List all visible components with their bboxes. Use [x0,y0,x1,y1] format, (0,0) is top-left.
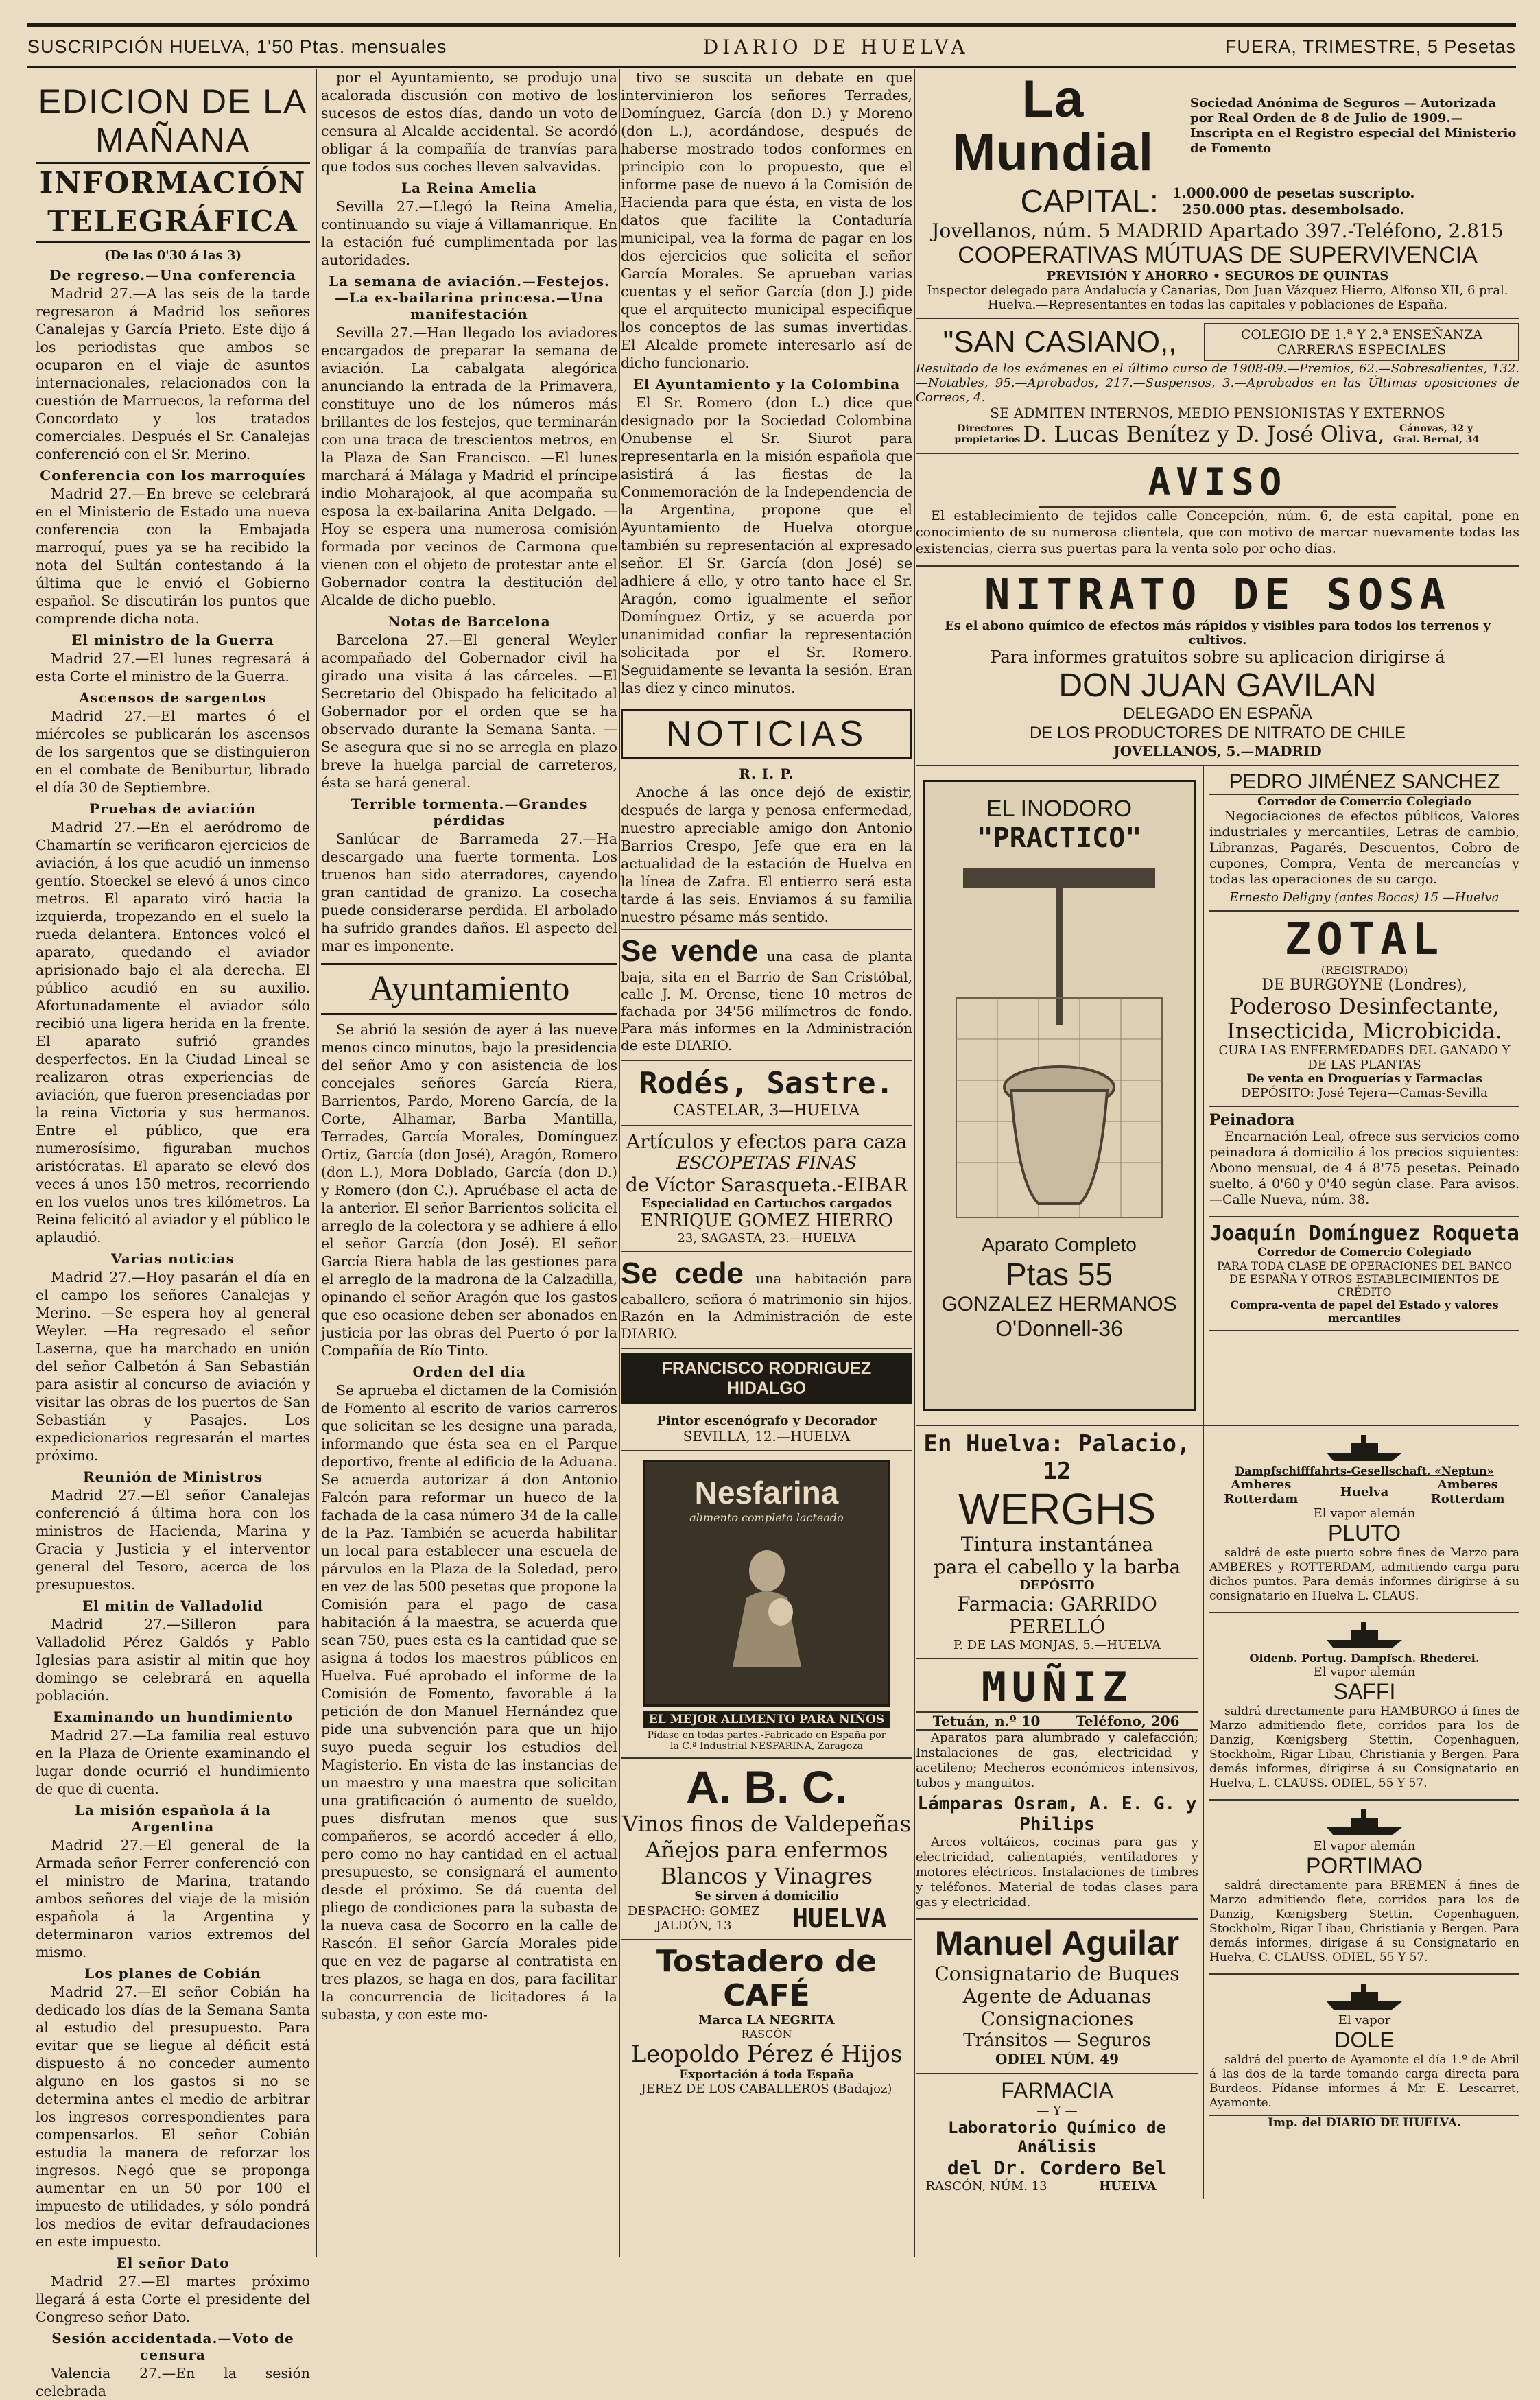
column-rule [316,69,317,2257]
nitrato-line: Para informes gratuitos sobre su aplicacion dirigirse á [990,647,1445,667]
cafe-line: JEREZ DE LOS CABALLEROS (Badajoz) [641,2082,892,2096]
inodoro-box [923,780,1196,1411]
escopetas-line: ESCOPETAS FINAS [676,1153,857,1174]
hidalgo-heading: FRANCISCO RODRIGUEZ HIDALGO [621,1353,912,1404]
news-heading: La Reina Amelia [401,180,537,196]
cafe-line: RASCÓN [741,2028,792,2041]
news-list [36,267,310,2400]
joaquin-line: Compra-venta de papel del Estado y valores mercantiles [1230,1298,1499,1324]
ad-nesfarina [621,1451,912,1759]
aguilar-line: ODIEL NÚM. 49 [995,2051,1119,2067]
zotal-line: DE BURGOYNE (Londres), [1261,977,1467,994]
ad-inodoro [916,766,1204,1425]
muniz-phone: Teléfono, 206 [1076,1713,1180,1729]
ad-nitrato [916,567,1519,766]
portimao-text: saldrá directamente para BREMEN á fines de Marzo admitiendo flete, corridos para los de Danzig, Kœnigsberg Stettin, Copenhaguen, Stockholm, Rigar Libau, Christiania y Bergen. Para demás informes, dirígase á su Consignatario en Huelva, C. CLAUSS. ODIEL, 55 Y 57. [1209,1879,1519,1964]
farmacia-line: Laboratorio Químico de Análisis [948,2118,1166,2157]
rip-text: Anoche á las once dejó de existir, después de larga y penosa enfermedad, nuestro apreciable amigo don Antonio Barrios Crespo, Jefe que era en la actualidad de la estación de Huelva en la línea de Zafra. El entierro será esta tarde á las seis. Enviamos á su familia nuestro pésame más sentido. [621,784,912,925]
muniz-lamps: Lámparas Osram, A. E. G. y Philips [917,1794,1197,1835]
ad-se-vende [621,929,912,1061]
ad-dole [1209,1975,1519,2135]
cafe-line: Leopoldo Pérez é Hijos [630,2041,903,2068]
abc-line: Añejos para enfermos [645,1837,888,1863]
muniz-line: Aparatos para alumbrado y calefacción; Instalaciones de gas, electricidad y acetileno; Mecheros económicos intensivos, tubos y manguitos. [916,1731,1198,1790]
directors-names: D. Lucas Benítez y D. José Oliva, [1023,421,1385,447]
hours-note: (De las 0'30 á las 3) [104,248,241,263]
column-rule [619,69,620,2257]
column-advertisements [916,69,1519,2264]
capital-paid: 250.000 ptas. desembolsado. [1182,201,1405,217]
mundial-inspector: Inspector delegado para Andalucía y Canarias, Don Juan Vázquez Hierro, Alfonso XII, 6 pral. Huelva.—Representantes en todas las capitales y poblaciones de España. [927,283,1508,312]
ad-escopetas [621,1126,912,1252]
nesfarina-subtitle: alimento completo lacteado [689,1511,844,1524]
ad-neptun [1209,1426,1519,1613]
news-heading: Examinando un hundimiento [52,1709,294,1725]
pedro-services: Negociaciones de efectos públicos, Valores industriales y mercantiles, Letras de cambio, Libranzas, Pagarés, Descuentos, Cobro de cupones, Compra, Venta de mercancías y todas las operaciones de su cargo. [1209,809,1519,887]
news-text: Sevilla 27.—Llegó la Reina Amelia, continuando su viaje á Villamanrique. En la estación fué cumplimentada por las autoridades. [321,198,617,268]
news-list [621,69,912,697]
edition-title: EDICION DE LA MAÑANA [38,82,308,159]
se-cede-text: una habitación para caballero, señora ó matrimonio sin hijos. Razón en la Administración de este DIARIO. [621,1270,912,1342]
hidalgo-line: Pintor escenógrafo y Decorador [656,1414,877,1428]
se-vende-text: una casa de planta baja, sita en el Barrio de San Cristóbal, calle J. M. Orense, tiene 10 metros de fachada por 34'56 milímetros de fondo. Para más informes en la Administración de este DIARIO. [621,948,912,1054]
news-text: Madrid 27.—El lunes regresará á esta Corte el ministro de la Guerra. [36,650,310,685]
news-text: Madrid 27.—La familia real estuvo en la Plaza de Oriente examinando el lugar donde ocurrió el hundimiento de que di cuenta. [36,1727,310,1797]
news-text: tivo se suscita un debate en que intervinieron los señores Terrades, Domínguez, García (don D.) y Moreno (don L.), acordándose, después de haberse mostrado todos conformes en principio con lo propuesto, que el informe pase de nuevo á la Comisión de Hacienda para que ésta, en vista de los datos que facilite la Contaduría municipal, vea la forma de pagar en los dos ejercicios que solicita el señor García Morales. Se aprueban varias cuentas y el señor García (don J.) pide que el arquitecto municipal especifique los conceptos de las sumas invertidas. El Alcalde promete interesarlo así de dicho funcionario. [621,69,912,371]
ad-portimao [1209,1801,1519,1975]
steamship-icon [1209,1805,1519,1839]
farmacia-heading: FARMACIA [1001,2078,1113,2103]
inodoro-name: "PRACTICO" [976,822,1142,854]
news-heading: Los planes de Cobián [84,1965,261,1982]
ad-hidalgo [621,1349,912,1451]
escopetas-line: 23, SAGASTA, 23.—HUELVA [677,1231,856,1246]
news-heading: Sesión accidentada.—Voto de censura [51,2330,294,2363]
ad-peinadora [1209,1107,1519,1217]
portimao-line: El vapor alemán [1313,1839,1416,1853]
column-rule [914,69,915,2257]
san-casiano-school: COLEGIO DE 1.ª Y 2.ª ENSEÑANZA CARRERAS ESPECIALES [1204,323,1519,361]
news-text: Sanlúcar de Barrameda 27.—Ha descargado una fuerte tormenta. Los truenos han sido aterradores, cayendo gran cantidad de granizo. La cosecha puede considerarse perdida. El arbolado ha sufrido grandes daños. El aspecto del mar es imponente. [321,831,617,954]
mother-child-illustration [698,1530,836,1667]
column-notices [621,69,912,2264]
news-text: Madrid 27.—Hoy pasarán el día en el campo los señores Canalejas y Merino. —Se espera hoy al general Weyler. —Ha regresado el señor Laserna, que ha marchado en unión del señor Calbetón á San Sebastián para asistir al concurso de aviación y visitar las obras de los puertos de San Sebastián y Pasajes. Los expedicionarios regresarán el martes próximo. [36,1269,310,1464]
news-text: El Sr. Romero (don L.) dice que designado por la Sociedad Colombina Onubense el Sr. Siurot para representarla en la misión española que asistirá á las fiestas de la Conmemoración de la Independencia de la Argentina, propone que el Ayuntamiento de Huelva otorgue también su representación al expresado señor. El Sr. García (don José) se adhiere á ello, y otro tanto hace el Sr. Aragón, como igualmente el señor Domínguez Ortiz, y se acuerda por unanimidad confiar la representación solicitada por el Sr. Romero. Seguidamente se levanta la sesión. Eran las diez y cinco minutos. [621,394,912,696]
abc-city: HUELVA [792,1903,887,1934]
news-text: Madrid 27.—El señor Canalejas conferenció á última hora con los ministros de Hacienda, Marina y Gracia y Justicia y el interventor general del Tesoro, acerca de los presupuestos. [36,1487,310,1593]
zotal-line: CURA LAS ENFERMEDADES DEL GANADO Y DE LAS PLANTAS [1218,1043,1511,1072]
joaquin-line: PARA TODA CLASE DE OPERACIONES DEL BANCO DE ESPAÑA Y OTROS ESTABLECIMIENTOS DE CRÉDITO [1217,1259,1512,1298]
san-casiano-results: Resultado de los exámenes en el último curso de 1908-09.—Premios, 62.—Sobresalientes, 132.—Notables, 95.—Aprobados, 217.—Suspensos, 3.—Aprobados en las Últimas oposiciones de Correos, 4. [916,361,1519,405]
capital-row [916,182,1519,219]
nesfarina-best: EL MEJOR ALIMENTO PARA NIÑOS [643,1711,890,1728]
shipping-ads [1204,1426,1519,2199]
ad-san-casiano [916,319,1519,454]
aguilar-line: Consignatario de Buques [934,1962,1180,1985]
news-text: por el Ayuntamiento, se produjo una acalorada discusión con motivo de los sucesos de estos días, dando un voto de censura al Alcalde accidental. Se acordó obligar á la compañía de tranvías para que todos sus coches lleven salvavidas. [321,69,617,175]
news-heading: Notas de Barcelona [388,613,551,630]
cafe-line: Marca LA NEGRITA [698,2013,835,2028]
nitrato-line: DELEGADO EN ESPAÑA [1123,704,1312,723]
ad-saffi [1209,1613,1519,1801]
news-text: Madrid 27.—El señor Cobián ha dedicado los días de la Semana Santa al estudio del presupuesto. Para evitar que se liegue al déficit está dispuesto á no conceder aumento alguno en los gastos si no se determina antes el medio de arbitrar los ingresos correspondientes para compensarlos. El señor Cobián estudia la manera de reforzar los ingresos. Negó que se proponga aumentar en un 50 por 100 el impuesto de utilidades, y sólo pondrá los medios de evitar defraudaciones en este impuesto. [36,1984,310,2250]
se-vende-heading: Se vende [621,934,759,968]
saffi-line: El vapor alemán [1313,1665,1416,1679]
zotal-line: Poderoso Desinfectante, Insecticida, Microbicida. [1227,993,1502,1044]
column-telegraphic [36,69,310,2399]
news-heading: La misión española á la Argentina [74,1802,272,1835]
middle-ads-row [916,766,1519,1426]
aviso-text: El establecimiento de tejidos calle Concepción, núm. 6, de esta capital, pone en conocimiento de su numerosa clientela, que con motivo de marcar nuevamente todas las existencias, cierra sus puertas para la venta solo por ocho días. [916,508,1519,556]
nitrato-line: DON JUAN GAVILAN [1058,667,1377,704]
news-heading: El mitin de Valladolid [82,1597,263,1614]
aguilar-heading: Manuel Aguilar [934,1924,1180,1962]
ayuntamiento-title: Ayuntamiento [321,963,617,1015]
werghs-line: DEPÓSITO [1019,1578,1095,1593]
mundial-prevision: PREVISIÓN Y AHORRO • SEGUROS DE QUINTAS [1046,269,1389,283]
news-heading: Varias noticias [111,1250,235,1267]
mundial-title: La Mundial [951,70,1154,182]
muniz-contact-row [916,1711,1198,1731]
joaquin-line: Corredor de Comercio Colegiado [1257,1246,1471,1259]
masthead [27,23,1516,68]
news-text: Madrid 27.—En el aeródromo de Chamartín se verificaron ejercicios de aviación, á los que acudió un inmenso gentío. Stoeckel se elevó á unos cinco metros. El aparato viró hacia la izquierda, tropezando en el suelo la rueda delantera. Entonces volcó el aparato, quedando el aviador aprisionado bajo el ala derecha. El público acudió en su auxilio. Afortunadamente el aviador sólo recibió una ligera herida en la frente. El aparato sufrió grandes desperfectos. En la Ciudad Lineal se realizaron otras experiencias de aviación, que fueron presenciadas por la reina Victoria y sus hermanos. Entre el público, que era numerosísimo, figuraban muchos aristócratas. El aparato se elevó dos veces á unos 150 metros, recorriendo en los vuelos unos tres kilómetros. La Reina felicitó al aviador y el público le aplaudió. [36,819,310,1246]
inodoro-title: EL INODORO [986,796,1133,822]
capital-subscribed: 1.000.000 de pesetas suscripto. [1172,185,1415,201]
joaquin-heading: Joaquín Domínguez Roqueta [1209,1222,1519,1246]
news-text: Madrid 27.—Silleron para Valladolid Pérez Galdós y Pablo Iglesias para asistir al mitin que hoy domingo se celebrará en aquella población. [36,1616,310,1704]
rip-heading: R. I. P. [739,765,794,782]
toilet-illustration [936,861,1183,1231]
directors-label: Directores propietarios [954,423,1021,445]
werghs-line: para el cabello y la barba [933,1556,1181,1578]
news-heading: El Ayuntamiento y la Colombina [632,376,901,392]
neptun-line: El vapor alemán [1313,1506,1416,1521]
abc-bottom-row [621,1903,912,1934]
werghs-line: P. DE LAS MONJAS, 5.—HUELVA [953,1638,1161,1652]
news-text: Madrid 27.—El martes próximo llegará á esta Corte el presidente del Congreso señor Dato. [36,2273,310,2325]
news-heading: El ministro de la Guerra [71,632,274,648]
pedro-address: Ernesto Deligny (antes Bocas) 15 —Huelva [1229,890,1500,905]
pedro-heading: PEDRO JIMÉNEZ SANCHEZ [1209,770,1519,795]
abc-heading: A. B. C. [686,1761,847,1812]
news-text: Valencia 27.—En la sesión celebrada [36,2365,310,2399]
nitrato-line: DE LOS PRODUCTORES DE NITRATO DE CHILE [1029,724,1406,742]
mundial-address: Jovellanos, núm. 5 MADRID Apartado 397.-Teléfono, 2.815 [932,219,1504,242]
cafe-line: Exportación á toda España [679,2068,854,2082]
san-casiano-title: "SAN CASIANO,, [943,325,1177,359]
neptun-text: saldrá de este puerto sobre fines de Marzo para AMBERES y ROTTERDAM, admitiendo carga para dichos puntos. Para demás informes dirigirse á su consignatario en Huelva L. CLAUS. [1209,1546,1519,1603]
ad-cafe [621,1940,912,2102]
san-casiano-admission: SE ADMITEN INTERNOS, MEDIO PENSIONISTAS Y EXTERNOS [990,405,1445,421]
news-text: Sevilla 27.—Han llegado los aviadores encargados de preparar la semana de aviación. La cabalgata alegórica anunciando la entrada de la Primavera, constituye uno de los números más brillantes de los festejos, que terminarán con una traca de trescientos metros, en la Plaza de San Francisco. —El lunes marchará á Málaga y Madrid el príncipe indio Moharajook, al que acompaña su esposa la ex-bailarina Anita Delgado. —Hoy se espera una numerosa comisión formada por vecinos de Carmona que vienen con el objeto de protestar ante el Gobernador contra la destitución del Alcalde de dicho pueblo. [321,324,617,608]
news-text: Madrid 27.—A las seis de la tarde regresaron á Madrid los señores Canalejas y García Prieto. Este dijo á los periodistas que ambos se ocuparon en el viaje de asuntos internacionales, relacionados con la cuestión de Marruecos, la reforma del Concordato y los tratados comerciales. Después el Sr. Canalejas conferenció con el Sr. Merino. [36,285,310,462]
se-cede-heading: Se cede [621,1257,744,1290]
werghs-location: En Huelva: Palacio, 12 [923,1430,1191,1485]
cafe-heading: Tostadero de CAFÉ [656,1944,877,2013]
news-heading: Terrible tormenta.—Grandes pérdidas [351,796,588,829]
escopetas-line: Artículos y efectos para caza [626,1130,908,1153]
ad-muniz [916,1659,1198,1920]
news-list [321,69,617,955]
ad-se-cede [621,1252,912,1349]
farmacia-address-row [916,2179,1198,2194]
neptun-route-middle: Huelva [1340,1484,1389,1499]
muniz-address: Tetuán, n.º 10 [932,1713,1041,1729]
zotal-heading: ZOTAL [1284,914,1445,965]
bottom-left-ads [916,1426,1204,2199]
neptun-heading: Dampfschifffahrts-Gesellschaft. «Neptun» [1235,1464,1494,1477]
neptun-ship-name: PLUTO [1327,1521,1401,1545]
werghs-heading: WERGHS [958,1484,1156,1534]
ad-farmacia [916,2074,1198,2199]
capital-values [1172,185,1415,217]
middle-right-ads [1204,766,1519,1425]
neptun-route-left: Amberes Rotterdam [1224,1477,1299,1506]
farmacia-line: del Dr. Cordero Bel [947,2157,1168,2179]
neptun-route-right: Amberes Rotterdam [1430,1477,1505,1506]
steamship-icon [1209,1979,1519,2013]
news-heading: La semana de aviación.—Festejos. —La ex-bailarina princesa.—Una manifestación [329,273,610,322]
nitrato-line: JOVELLANOS, 5.—MADRID [1113,743,1322,759]
noticias-title: NOTICIAS [621,709,912,759]
zotal-line: De venta en Droguerías y Farmacias [1246,1072,1482,1086]
aguilar-line: Agente de Aduanas [962,1985,1152,2008]
news-heading: Ascensos de sargentos [79,689,267,706]
dole-line: El vapor [1338,2013,1391,2028]
peinadora-heading: Peinadora [1209,1111,1295,1129]
mundial-coop: COOPERATIVAS MÚTUAS DE SUPERVIVENCIA [958,242,1478,268]
pedro-line: Corredor de Comercio Colegiado [1257,795,1471,809]
steamship-icon [1209,1430,1519,1464]
mundial-header [916,70,1519,182]
mundial-subtitle: Sociedad Anónima de Seguros — Autorizada por Real Orden de 8 de Julio de 1909.—Inscripta en el Registro especial del Ministerio de Fomento [1190,96,1517,156]
san-casiano-header [916,323,1519,361]
muniz-heading: MUÑIZ [981,1663,1133,1711]
news-heading: Reunión de Ministros [82,1469,263,1485]
ad-rodes [621,1061,912,1126]
hidalgo-line: SEVILLA, 12.—HUELVA [683,1428,851,1445]
neptun-route [1209,1477,1519,1506]
inodoro-price: Ptas 55 [1006,1257,1113,1292]
inodoro-seller: GONZALEZ HERMANOS [941,1293,1177,1316]
rodes-address: CASTELAR, 3—HUELVA [673,1102,860,1119]
aguilar-line: Consignaciones [980,2008,1134,2030]
abc-line: Se sirven á domicilio [694,1889,839,1903]
escopetas-line: Especialidad en Cartuchos cargados [641,1196,892,1211]
dole-text: saldrá del puerto de Ayamonte el día 1.º de Abril á las dos de la tarde tomando carga directa para Burdeos. Pídanse informes á Mr. E. Lescarret, Ayamonte. [1209,2053,1519,2110]
nesfarina-box [643,1460,890,1707]
abc-line: Vinos finos de Valdepeñas [621,1811,912,1837]
portimao-ship-name: PORTIMAO [1305,1853,1423,1878]
capital-label: CAPITAL: [1020,183,1159,219]
ad-werghs [916,1426,1198,1659]
escopetas-line: de Víctor Sarasqueta.-EIBAR [625,1174,908,1196]
ayuntamiento-list [321,1021,617,2023]
subscription-local: SUSCRIPCIÓN HUELVA, 1'50 Ptas. mensuales [27,36,447,57]
werghs-line: Tintura instantánea [960,1533,1154,1556]
zotal-line: (REGISTRADO) [1320,964,1408,977]
inodoro-complete: Aparato Completo [982,1234,1137,1255]
ad-aviso [916,454,1519,567]
ad-abc [621,1759,912,1940]
saffi-heading: Oldenb. Portug. Dampfsch. Rhederei. [1249,1652,1480,1665]
farmacia-city: HUELVA [1099,2179,1157,2194]
nesfarina-footer: Pídase en todas partes.-Fabricado en España por la C.ª Industrial NESFARINA, Zaragoza [647,1730,886,1752]
inodoro-address: O'Donnell-36 [995,1316,1123,1341]
section-title: INFORMACIÓN TELEGRÁFICA [36,162,310,243]
news-text: Se abrió la sesión de ayer á las nueve menos cinco minutos, bajo la presidencia del señor Amo y con asistencia de los concejales señores García Riera, Barrientos, Pardo, Moreno García, de la Corte, Alhamar, Barba Mantilla, Terrades, García Morales, Domínguez Ortiz, García (don José), Aragón, Romero (don L.), Mora Doblado, García (don D.) y Romero (don C.). Apruébase el acta de la anterior. El señor Barrientos solicita el arreglo de la colectora y se adhiere á ello el señor García (don José). El señor García Riera habla de las gestiones para el arreglo de la madrona de la Calzadilla, opinando el señor Aragón que los gastos que eso ocasione deben ser abonados en justicia por las obras del Puerto ó por la Compañía de Río Tinto. [321,1021,617,1359]
news-heading: Conferencia con los marroquíes [40,467,306,484]
aviso-heading: AVISO [1039,458,1396,508]
nitrato-heading: NITRATO DE SOSA [984,569,1451,619]
news-text: Madrid 27.—En breve se celebrará en el Ministerio de Estado una nueva conferencia con la Embajada marroquí, pues ya se ha recibido la nota del Sultán contestando á la última que le envió el Gobierno español. Se discutirán los puntos que comprende dicha nota. [36,486,310,627]
saffi-text: saldrá directamente para HAMBURGO á fines de Marzo admitiendo flete, corridos para los de Danzig, Kœnigsberg Stettin, Copenhaguen, Stockholm, Rigar Libau, Christiania y Bergen. Para demás informes, dirigirse á su Consignatario en Huelva, L. CLAUSS. ODIEL, 55 Y 57. [1209,1704,1519,1790]
subscription-outside: FUERA, TRIMESTRE, 5 Pesetas [1224,36,1516,57]
ad-la-mundial [916,69,1519,319]
news-heading: Orden del día [412,1364,526,1380]
bottom-ads-row [916,1426,1519,2199]
farmacia-address: RASCÓN, NÚM. 13 [925,2179,1047,2194]
abc-line: Blancos y Vinagres [660,1863,873,1889]
abc-address: DESPACHO: GOMEZ JALDÓN, 13 [627,1904,760,1933]
rodes-heading: Rodés, Sastre. [639,1066,894,1101]
printer-imprint: Imp. del DIARIO DE HUELVA. [1209,2115,1519,2130]
escopetas-line: ENRIQUE GOMEZ HIERRO [640,1211,893,1231]
column-regional [321,69,617,2264]
news-heading: De regreso.—Una conferencia [49,267,296,283]
news-text: Se aprueba el dictamen de la Comisión de Fomento al escrito de varios carreros que solicitan se les designe una parada, informando que ésta sea en el Parque deportivo, frente al edificio de la Aduana. Se acuerda autorizar á don Antonio Falcón para reformar un hueco de la fachada de la casa número 34 de la calle de la Paz. También se acuerda habilitar un local para establecer una escuela de párvulos en la Plaza de la Soledad, pero en vez de las 500 pesetas que propone la Comisión para el pago de casa habitación á la maestra, se acuerda que sean 750, pues esta es la cantidad que se asigna á todos los maestros públicos en Huelva. Fué aprobado el informe de la Comisión de Fomento, favorable á la petición de don Manuel Hernández que pide una subvención para que un hijo suyo pueda seguir los estudios del Magisterio. En vista de las instancias de un maestro y una maestra que solicitan una gratificación ó aumento de sueldo, pues disfrutan menos que sus compañeros, se acordó acceder á ello, pero como no hay cantidad en el actual presupuesto, se consignará el aumento desde el próximo. Se dá cuenta del pliego de condiciones para la subasta de la nueva casa de Socorro en la calle de Rascón. El señor García Morales pide que en vez de pagarse al contratista en tres plazos, se haga en dos, para facilitar la concurrencia de licitadores á la subasta, y con este mo- [321,1382,617,2023]
ad-pedro-jimenez [1209,766,1519,912]
news-text: Madrid 27.—El martes ó el miércoles se publicarán los ascensos de los sargentos que se distinguieron en el combate de Beniburtur, librado el día 30 de Septiembre. [36,708,310,796]
directors-row [916,421,1519,447]
news-text: Madrid 27.—El general de la Armada señor Ferrer conferenció con el ministro de Marina, tratando ambos señores del viaje de la misión española á la Argentina y determinaron varios extremos del mismo. [36,1837,310,1960]
ad-zotal [1209,912,1519,1107]
saffi-ship-name: SAFFI [1333,1679,1396,1704]
directors-address: Cánovas, 32 y Gral. Bernal, 34 [1393,423,1480,445]
peinadora-text: Encarnación Leal, ofrece sus servicios como peinadora á domicilio á los precios siguientes: Abono mensual, de 4 á 8'75 pesetas. Peinado suelto, á 0'60 y 0'40 según clase. Para avisos.—Calle Nueva, núm. 38. [1209,1129,1519,1207]
ad-aguilar [916,1920,1198,2074]
news-heading: El señor Dato [116,2255,230,2271]
steamship-icon [1209,1617,1519,1652]
nesfarina-title: Nesfarina [694,1475,839,1510]
news-heading: Pruebas de aviación [89,800,257,817]
ad-joaquin [1209,1217,1519,1331]
farmacia-line: — Y — [1036,2104,1078,2118]
dole-ship-name: DOLE [1334,2028,1395,2052]
newspaper-name: DIARIO DE HUELVA [702,35,969,58]
nitrato-line: Es el abono químico de efectos más rápidos y visibles para todos los terrenos y cultivos. [945,619,1491,647]
zotal-line: DEPÓSITO: José Tejera—Camas-Sevilla [1241,1086,1488,1100]
news-text: Barcelona 27.—El general Weyler acompañado del Gobernador civil ha girado una visita á las cárceles. —El Secretario del Obispado ha felicitado al Gobernador por el orden que se ha observado durante la Semana Santa. —Se asegura que si no se arregla en plazo breve la huelga parcial de carreteros, ésta se hará general. [321,632,617,791]
werghs-line: Farmacia: GARRIDO PERELLÓ [957,1593,1157,1638]
muniz-line: Arcos voltáicos, cocinas para gas y electricidad, calientapiés, ventiladores y motores eléctricos. Instalaciones de timbres y teléfonos. Material de todas clases para gas y electricidad. [916,1835,1198,1910]
aguilar-line: Tránsitos — Seguros [963,2030,1151,2051]
